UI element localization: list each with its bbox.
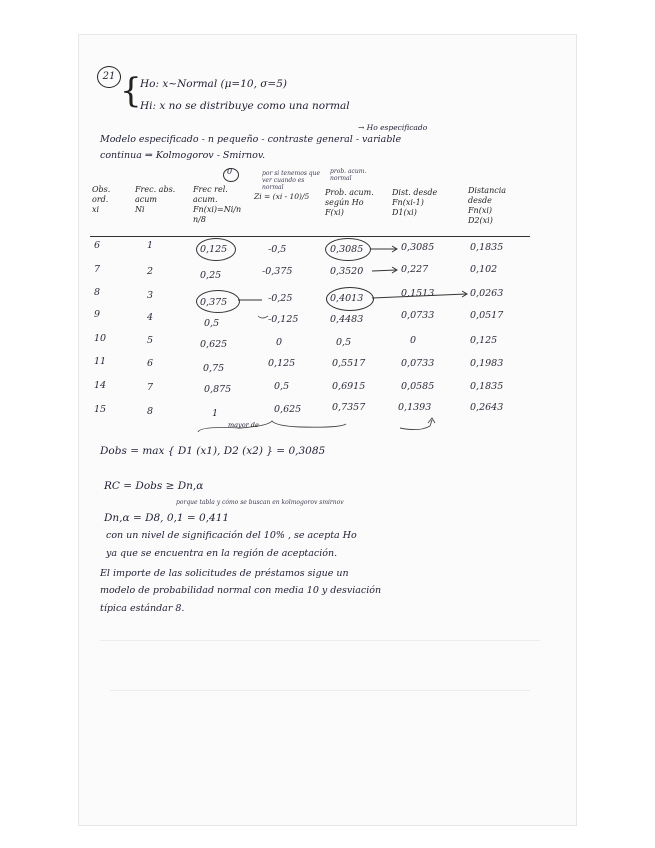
hypotheses-brace: { bbox=[120, 71, 142, 111]
cell-d2: 0,102 bbox=[470, 264, 498, 275]
cell-x: 6 bbox=[94, 240, 101, 251]
cell-fo: 0,5 bbox=[336, 337, 352, 348]
cell-fn: 0,5 bbox=[204, 318, 220, 329]
cell-fo: 0,3085 bbox=[330, 244, 364, 255]
cell-ni: 1 bbox=[147, 240, 154, 251]
header-prob-acum: Prob. acum. según Ho F(xi) bbox=[325, 188, 374, 217]
brace-note: mayor de bbox=[228, 421, 259, 429]
cell-x: 8 bbox=[94, 287, 101, 298]
conclusion-line: ya que se encuentra en la región de aceptación. bbox=[106, 548, 338, 559]
cell-ni: 8 bbox=[147, 406, 154, 417]
circle-fn-row3 bbox=[196, 290, 240, 313]
header-d2: Distancia desde Fn(xi) D2(xi) bbox=[468, 186, 507, 225]
cell-d2: 0,125 bbox=[470, 335, 498, 346]
conclusion-line: modelo de probabilidad normal con media 10 y desviación bbox=[100, 585, 382, 596]
cell-x: 15 bbox=[94, 404, 107, 415]
cell-fn: 0,75 bbox=[203, 363, 225, 374]
cell-d2: 0,1835 bbox=[470, 242, 504, 253]
cell-d1: 0,0733 bbox=[401, 358, 435, 369]
cell-zi: -0,5 bbox=[268, 244, 287, 255]
dobs-line: Dobs = max { D1 (x1), D2 (x2) } = 0,3085 bbox=[100, 445, 326, 457]
cell-d1: 0,227 bbox=[401, 264, 429, 275]
cell-x: 14 bbox=[94, 380, 107, 391]
cell-zi: 0,5 bbox=[274, 381, 290, 392]
fo-note: prob. acum. normal bbox=[330, 168, 367, 182]
circle-fo-row1 bbox=[325, 238, 371, 261]
cell-x: 10 bbox=[94, 333, 107, 344]
cell-ni: 2 bbox=[147, 266, 154, 277]
cell-d1: 0,3085 bbox=[401, 242, 435, 253]
null-hypothesis: Ho: x~Normal (μ=10, σ=5) bbox=[140, 78, 288, 90]
cell-fn: 0,125 bbox=[200, 244, 228, 255]
cell-fn: 0,875 bbox=[204, 384, 232, 395]
zi-note: por si tenemos que ver cuando es normal bbox=[262, 170, 321, 191]
cell-zi: 0,625 bbox=[274, 404, 302, 415]
cell-fo: 0,4483 bbox=[330, 314, 364, 325]
header-frec-abs: Frec. abs. acum Ni bbox=[135, 185, 176, 214]
cell-fn: 0,25 bbox=[200, 270, 222, 281]
conclusion-line: típica estándar 8. bbox=[100, 603, 185, 614]
cell-zi: -0,125 bbox=[268, 314, 299, 325]
model-line-1: Modelo especificado - n pequeño - contraste general - variable bbox=[100, 134, 402, 145]
conclusion-line: con un nivel de significación del 10% , se acepta Ho bbox=[106, 530, 357, 541]
cell-zi: -0,375 bbox=[262, 266, 293, 277]
cell-fn: 1 bbox=[212, 408, 219, 419]
cell-d2: 0,1983 bbox=[470, 358, 504, 369]
header-frec-rel: Frec rel. acum. Fn(xi)=Ni/n n/8 bbox=[193, 185, 242, 224]
bleed-line bbox=[100, 640, 540, 641]
cell-fo: 0,7357 bbox=[332, 402, 366, 413]
cell-x: 7 bbox=[94, 264, 101, 275]
header-d1: Dist. desde Fn(xi-1) D1(xi) bbox=[392, 188, 438, 217]
bleed-line bbox=[110, 690, 530, 691]
cell-d1: 0,0585 bbox=[401, 381, 435, 392]
cell-zi: 0,125 bbox=[268, 358, 296, 369]
cell-x: 11 bbox=[94, 356, 107, 367]
cell-fo: 0,4013 bbox=[330, 293, 364, 304]
cell-d1: 0,1513 bbox=[401, 288, 435, 299]
cell-zi: 0 bbox=[276, 337, 283, 348]
rc-line: RC = Dobs ≥ Dn,α bbox=[104, 480, 204, 492]
cell-d2: 0,2643 bbox=[470, 402, 504, 413]
cell-d2: 0,0517 bbox=[470, 310, 504, 321]
table-note: porque tabla y cómo se buscan en kolmogorov smirnov bbox=[176, 499, 344, 506]
cell-fn: 0,375 bbox=[200, 297, 228, 308]
cell-d1: 0 bbox=[410, 335, 417, 346]
cell-fo: 0,3520 bbox=[330, 266, 364, 277]
cell-x: 9 bbox=[94, 309, 101, 320]
circled-zero: 0 bbox=[227, 167, 233, 176]
cell-fn: 0,625 bbox=[200, 339, 228, 350]
cell-zi: -0,25 bbox=[268, 293, 293, 304]
cell-d2: 0,1835 bbox=[470, 381, 504, 392]
cell-d2: 0,0263 bbox=[470, 288, 504, 299]
cell-ni: 5 bbox=[147, 335, 154, 346]
header-zi: Zi = (xi - 10)/5 bbox=[254, 192, 310, 201]
table-header-rule bbox=[90, 236, 530, 237]
circle-fn-row1 bbox=[196, 238, 236, 261]
cell-ni: 7 bbox=[147, 382, 154, 393]
cell-d1: 0,0733 bbox=[401, 310, 435, 321]
cell-ni: 6 bbox=[147, 358, 154, 369]
alternative-hypothesis: Hi: x no se distribuye como una normal bbox=[140, 100, 350, 112]
cell-fo: 0,6915 bbox=[332, 381, 366, 392]
arrow-note: → Ho especificado bbox=[358, 123, 428, 132]
dn-line: Dn,α = D8, 0,1 = 0,411 bbox=[104, 512, 230, 524]
cell-ni: 3 bbox=[147, 290, 154, 301]
header-obs: Obs. ord. xi bbox=[92, 185, 111, 214]
circle-fo-row3 bbox=[326, 287, 374, 311]
cell-ni: 4 bbox=[147, 312, 154, 323]
model-line-2: continua ⇒ Kolmogorov - Smirnov. bbox=[100, 150, 266, 161]
cell-d1: 0,1393 bbox=[398, 402, 432, 413]
cell-fo: 0,5517 bbox=[332, 358, 366, 369]
problem-number: 21 bbox=[97, 66, 121, 88]
conclusion-line: El importe de las solicitudes de préstamos sigue un bbox=[100, 568, 349, 579]
